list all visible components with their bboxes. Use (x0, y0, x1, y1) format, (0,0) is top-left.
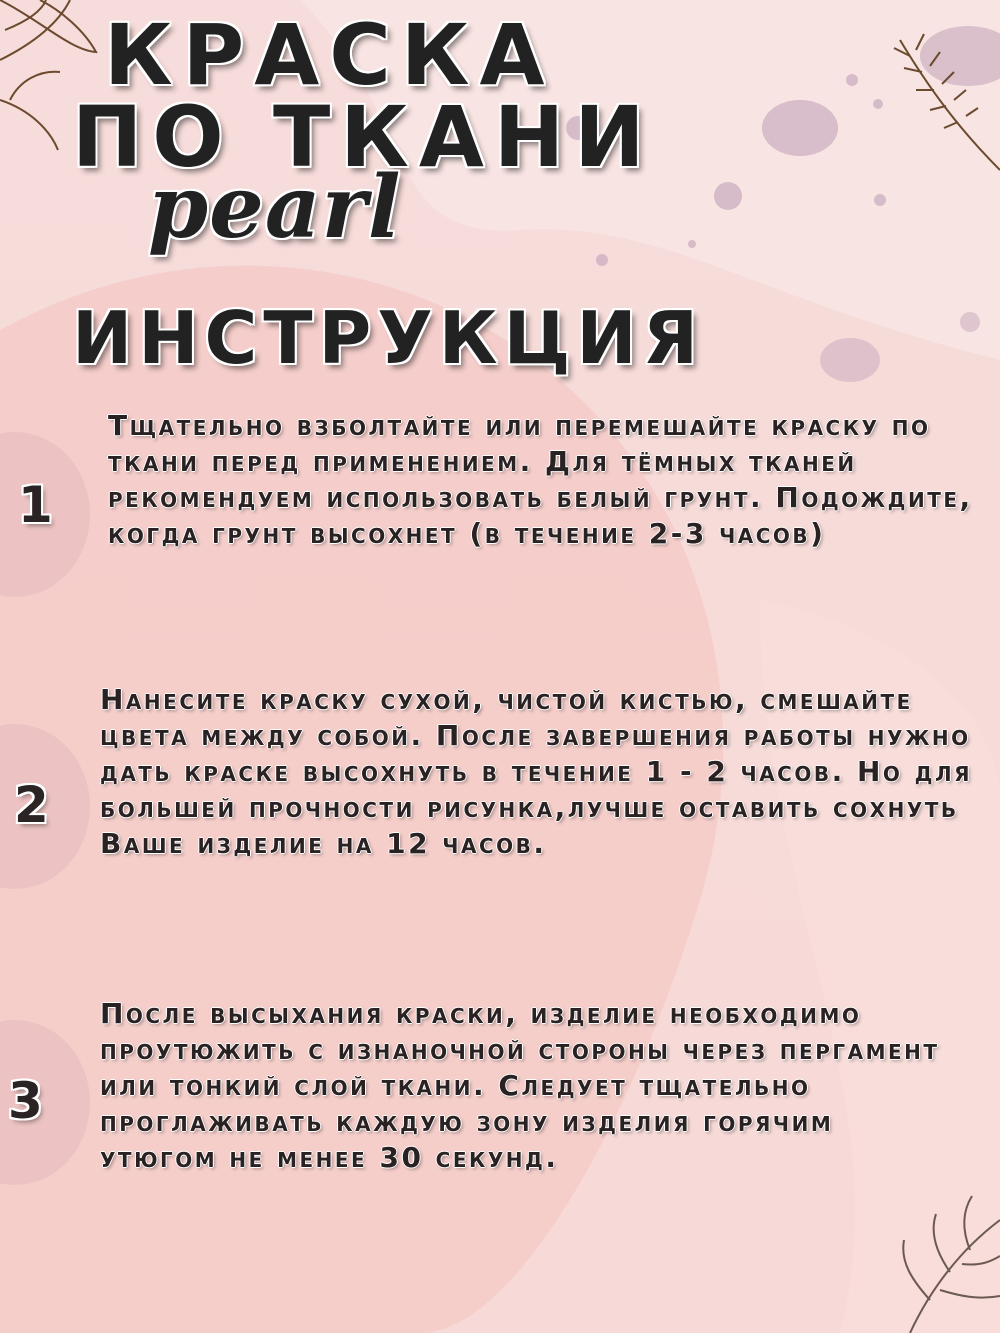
brand-name: pearl (148, 157, 402, 258)
step-2-number: 2 (14, 776, 49, 834)
step-3-text: После высыхания краски, изделие необходимо проутюжить с изнаночной стороны через пергамент или тонкий слой ткани. Следует тщательно проглаживать каждую зону изделия горячим утюгом не менее 30 секунд. (100, 997, 940, 1174)
step-1-text: Тщательно взболтайте или перемешайте краску по ткани перед применением. Для тёмных тканей рекомендуем использовать белый грунт. Подождите, когда грунт высохнет (в течение 2-3 часов) (108, 409, 973, 550)
step-3-number: 3 (8, 1072, 43, 1130)
title-line-2: ПО ТКАНИ (72, 88, 655, 186)
section-title: ИНСТРУКЦИЯ (72, 296, 705, 380)
title-line-1: КРАСКА (104, 6, 555, 104)
step-1-number: 1 (18, 476, 53, 534)
step-2-text: Нанесите краску сухой, чистой кистью, смешайте цвета между собой. После завершения работы нужно дать краске высохнуть в течение 1 - 2 часов. Но для большей прочности рисунка,лучше оставить сохнуть Ваше изделие на 12 часов. (100, 683, 972, 860)
